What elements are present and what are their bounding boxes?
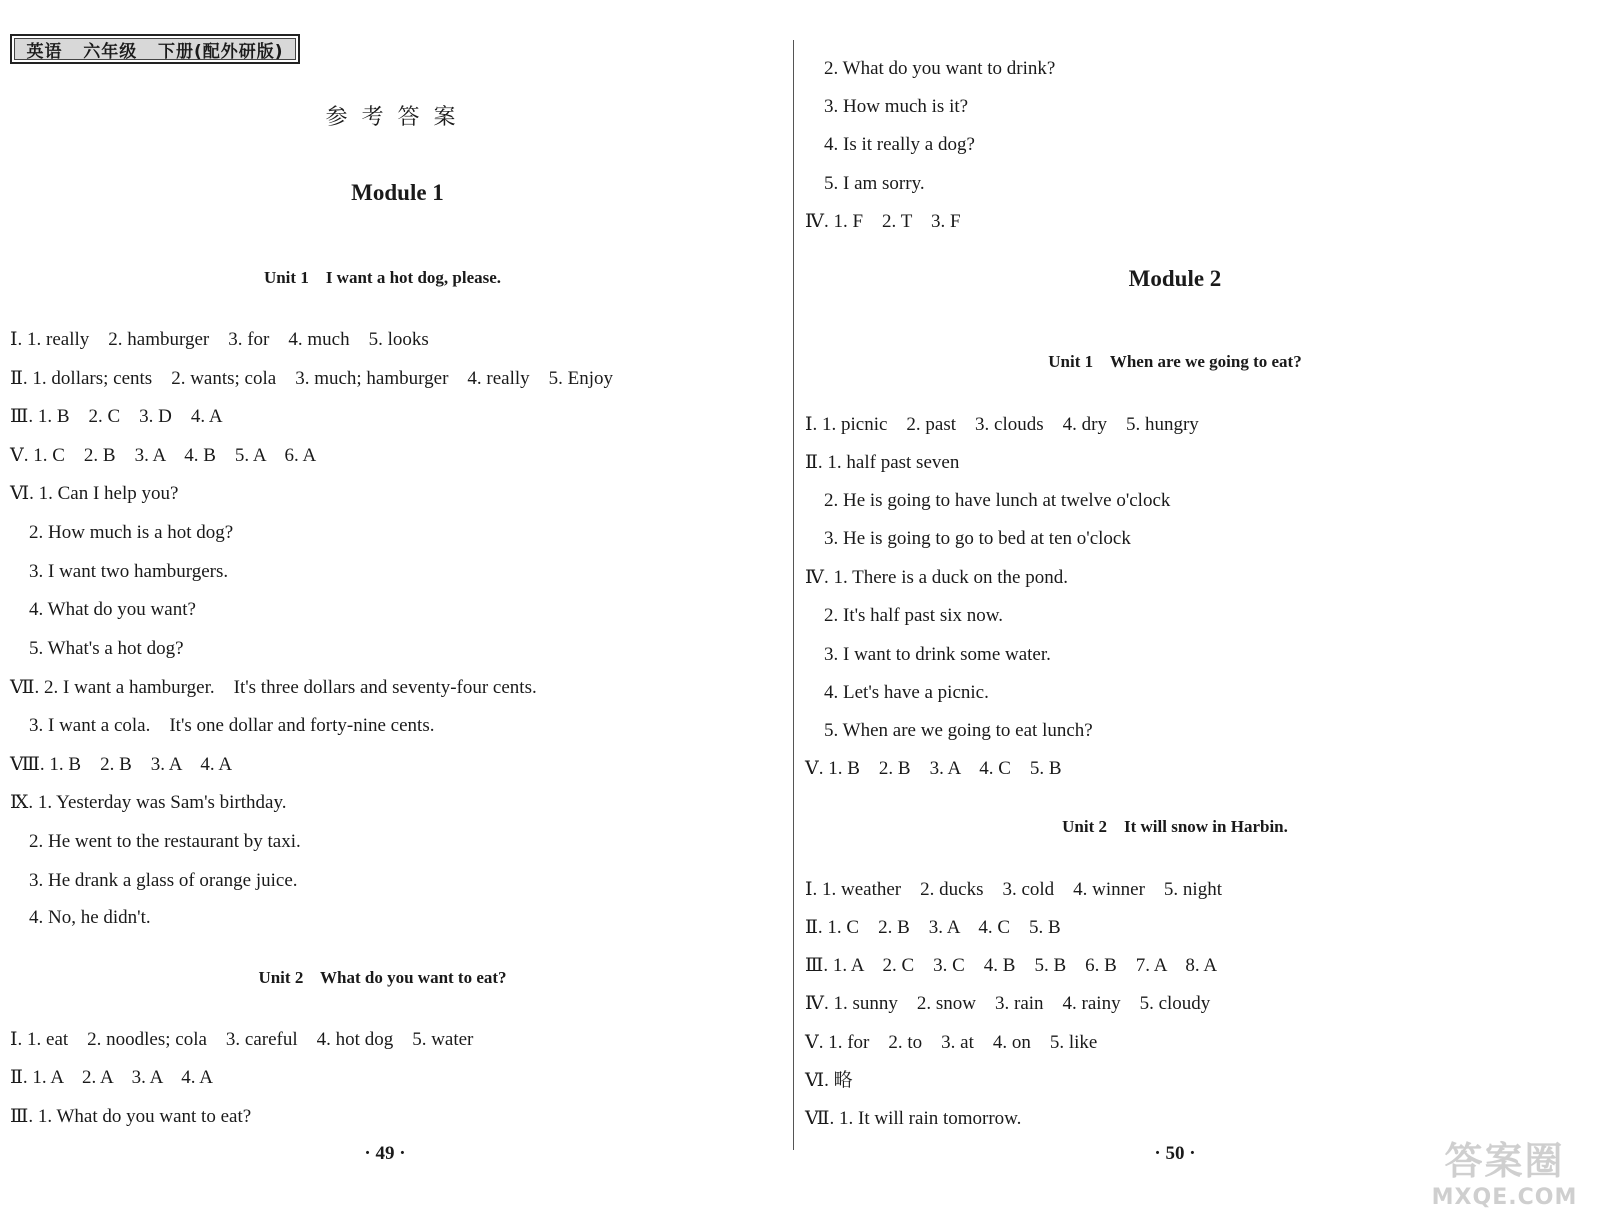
answer-line: Ⅵ. 略 [805,1070,853,1091]
answer-line: 4. Let's have a picnic. [805,682,989,703]
book-header-text: 英语 六年级 下册(配外研版) [14,38,296,60]
answer-line: 3. I want a cola. It's one dollar and forty-nine cents. [10,715,435,736]
answer-line: 3. I want to drink some water. [805,644,1051,665]
answer-line: 4. Is it really a dog? [805,134,975,155]
answer-line: Ⅰ. 1. really 2. hamburger 3. for 4. much 5. looks [10,329,429,350]
answer-line: Ⅶ. 2. I want a hamburger. It's three dollars and seventy-four cents. [10,677,537,698]
answer-line: Ⅰ. 1. eat 2. noodles; cola 3. careful 4. hot dog 5. water [10,1029,474,1050]
module-2-unit-2-title: Unit 2 It will snow in Harbin. [1062,817,1288,836]
answer-line: 4. No, he didn't. [10,907,151,928]
answer-line: 2. It's half past six now. [805,605,1003,626]
answer-line: Ⅱ. 1. A 2. A 3. A 4. A [10,1067,213,1088]
right-page [795,0,1600,1214]
answer-line: Ⅲ. 1. B 2. C 3. D 4. A [10,406,223,427]
page-divider [793,40,794,1150]
answer-line: Ⅳ. 1. There is a duck on the pond. [805,567,1068,588]
answer-line: Ⅴ. 1. B 2. B 3. A 4. C 5. B [805,758,1062,779]
answer-line: Ⅶ. 1. It will rain tomorrow. [805,1108,1022,1129]
answer-line: 5. I am sorry. [805,173,925,194]
answer-line: 2. What do you want to drink? [805,58,1056,79]
page-number-50: · 50 · [1154,1143,1196,1164]
answer-line: 3. He is going to go to bed at ten o'clock [805,528,1131,549]
answer-line: Ⅸ. 1. Yesterday was Sam's birthday. [10,792,287,813]
watermark-cn-text: 答案圈 [1444,1139,1565,1183]
book-header-label [10,34,300,64]
left-page [0,0,795,1214]
answer-line: 2. How much is a hot dog? [10,522,234,543]
answer-line: Ⅵ. 1. Can I help you? [10,483,179,504]
watermark-en-text: MXQE.COM [1431,1185,1578,1210]
answer-line: Ⅰ. 1. picnic 2. past 3. clouds 4. dry 5. hungry [805,414,1199,435]
module-1-title: Module 1 [351,180,444,205]
module-2-unit-1-title: Unit 1 When are we going to eat? [1048,352,1302,371]
answer-line: Ⅴ. 1. for 2. to 3. at 4. on 5. like [805,1032,1098,1053]
watermark-logo [1417,1134,1592,1210]
module-2-title: Module 2 [1128,266,1222,291]
answer-line: Ⅴ. 1. C 2. B 3. A 4. B 5. A 6. A [10,445,317,466]
answer-line: Ⅱ. 1. dollars; cents 2. wants; cola 3. much; hamburger 4. really 5. Enjoy [10,368,614,389]
answer-line: 2. He is going to have lunch at twelve o'clock [805,490,1171,511]
answer-line: 5. What's a hot dog? [10,638,184,659]
answer-line: 2. He went to the restaurant by taxi. [10,831,301,852]
answer-line: Ⅲ. 1. What do you want to eat? [10,1106,252,1127]
answer-line: Ⅷ. 1. B 2. B 3. A 4. A [10,754,233,775]
answer-line: 5. When are we going to eat lunch? [805,720,1093,741]
answer-line: 4. What do you want? [10,599,196,620]
answer-line: Ⅰ. 1. weather 2. ducks 3. cold 4. winner 5. night [805,879,1222,900]
answer-line: Ⅱ. 1. half past seven [805,452,960,473]
module-1-unit-2-title: Unit 2 What do you want to eat? [258,968,507,987]
answer-key-title: 参考答案 [325,105,470,130]
answer-line: 3. How much is it? [805,96,969,117]
answer-line: Ⅳ. 1. sunny 2. snow 3. rain 4. rainy 5. cloudy [805,993,1211,1014]
answer-line: Ⅲ. 1. A 2. C 3. C 4. B 5. B 6. B 7. A 8. A [805,955,1218,976]
answer-line: Ⅳ. 1. F 2. T 3. F [805,211,961,232]
answer-line: 3. He drank a glass of orange juice. [10,870,298,891]
module-1-unit-1-title: Unit 1 I want a hot dog, please. [263,268,502,287]
page-number-49: · 49 · [364,1143,406,1164]
answer-line: 3. I want two hamburgers. [10,561,229,582]
answer-line: Ⅱ. 1. C 2. B 3. A 4. C 5. B [805,917,1061,938]
